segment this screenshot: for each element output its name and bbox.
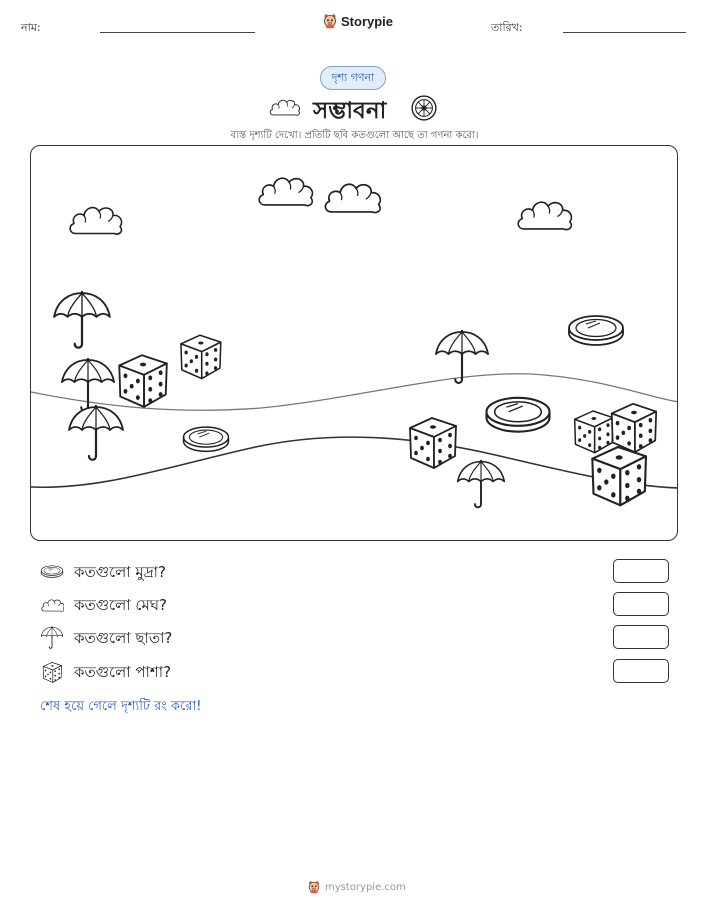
scene-drawing	[31, 146, 678, 541]
coin-icon	[184, 427, 229, 451]
cloud-icon	[325, 184, 380, 212]
coin-icon	[40, 560, 64, 584]
question-text: কতগুলো পাশা?	[74, 663, 172, 681]
dice-icon	[181, 335, 221, 378]
umbrella-icon	[62, 358, 114, 411]
mascot-icon	[307, 880, 321, 894]
brand-name: Storypie	[341, 13, 394, 29]
dice-icon	[575, 411, 613, 453]
instruction-text: ব্যস্ত দৃশ্যটি দেখো। প্রতিটি ছবি কতগুলো আছে তা গণনা করো।	[230, 130, 479, 141]
answer-box-dice[interactable]	[613, 659, 669, 683]
site-url[interactable]: mystorypie.com	[325, 881, 406, 893]
cloud-icon	[40, 593, 64, 617]
question-row-clouds	[40, 592, 670, 618]
title-row	[0, 92, 709, 122]
question-text: কতগুলো মেঘ?	[74, 596, 168, 614]
umbrella-icon	[40, 626, 64, 650]
coin-icon	[487, 398, 550, 432]
answer-box-umbrellas[interactable]	[613, 625, 669, 649]
date-field[interactable]	[563, 32, 686, 33]
question-row-umbrellas	[40, 625, 670, 651]
question-row-coins	[40, 559, 670, 585]
dice-icon	[612, 404, 656, 452]
page-title: সম্ভাবনা	[313, 98, 387, 124]
coin-icon	[569, 316, 623, 345]
dice-icon	[119, 355, 167, 407]
site-footer	[307, 880, 406, 894]
brand-logo	[322, 13, 393, 29]
dice-icon	[592, 447, 646, 505]
footer-note: শেষ হয়ে গেলে দৃশ্যটি রং করো!	[40, 699, 202, 714]
dice-icon	[410, 418, 456, 468]
umbrella-icon	[69, 405, 123, 460]
cloud-icon	[518, 202, 571, 229]
dice-icon	[40, 660, 64, 684]
mascot-icon	[322, 13, 338, 29]
date-label: তারিখ:	[491, 21, 523, 34]
category-pill: দৃশ্য গণনা	[320, 66, 386, 90]
answer-box-coins[interactable]	[613, 559, 669, 583]
question-text: কতগুলো মুদ্রা?	[74, 563, 166, 581]
wheel-icon	[410, 94, 438, 122]
question-text: কতগুলো ছাতা?	[74, 629, 173, 647]
cloud-icon	[268, 95, 302, 119]
name-label: নাম:	[21, 21, 41, 34]
question-row-dice	[40, 659, 670, 685]
answer-box-clouds[interactable]	[613, 592, 669, 616]
name-field[interactable]	[100, 32, 255, 33]
counting-scene	[30, 145, 678, 541]
cloud-icon	[70, 208, 122, 234]
cloud-icon	[259, 178, 312, 205]
umbrella-icon	[458, 460, 505, 507]
umbrella-icon	[54, 291, 110, 348]
